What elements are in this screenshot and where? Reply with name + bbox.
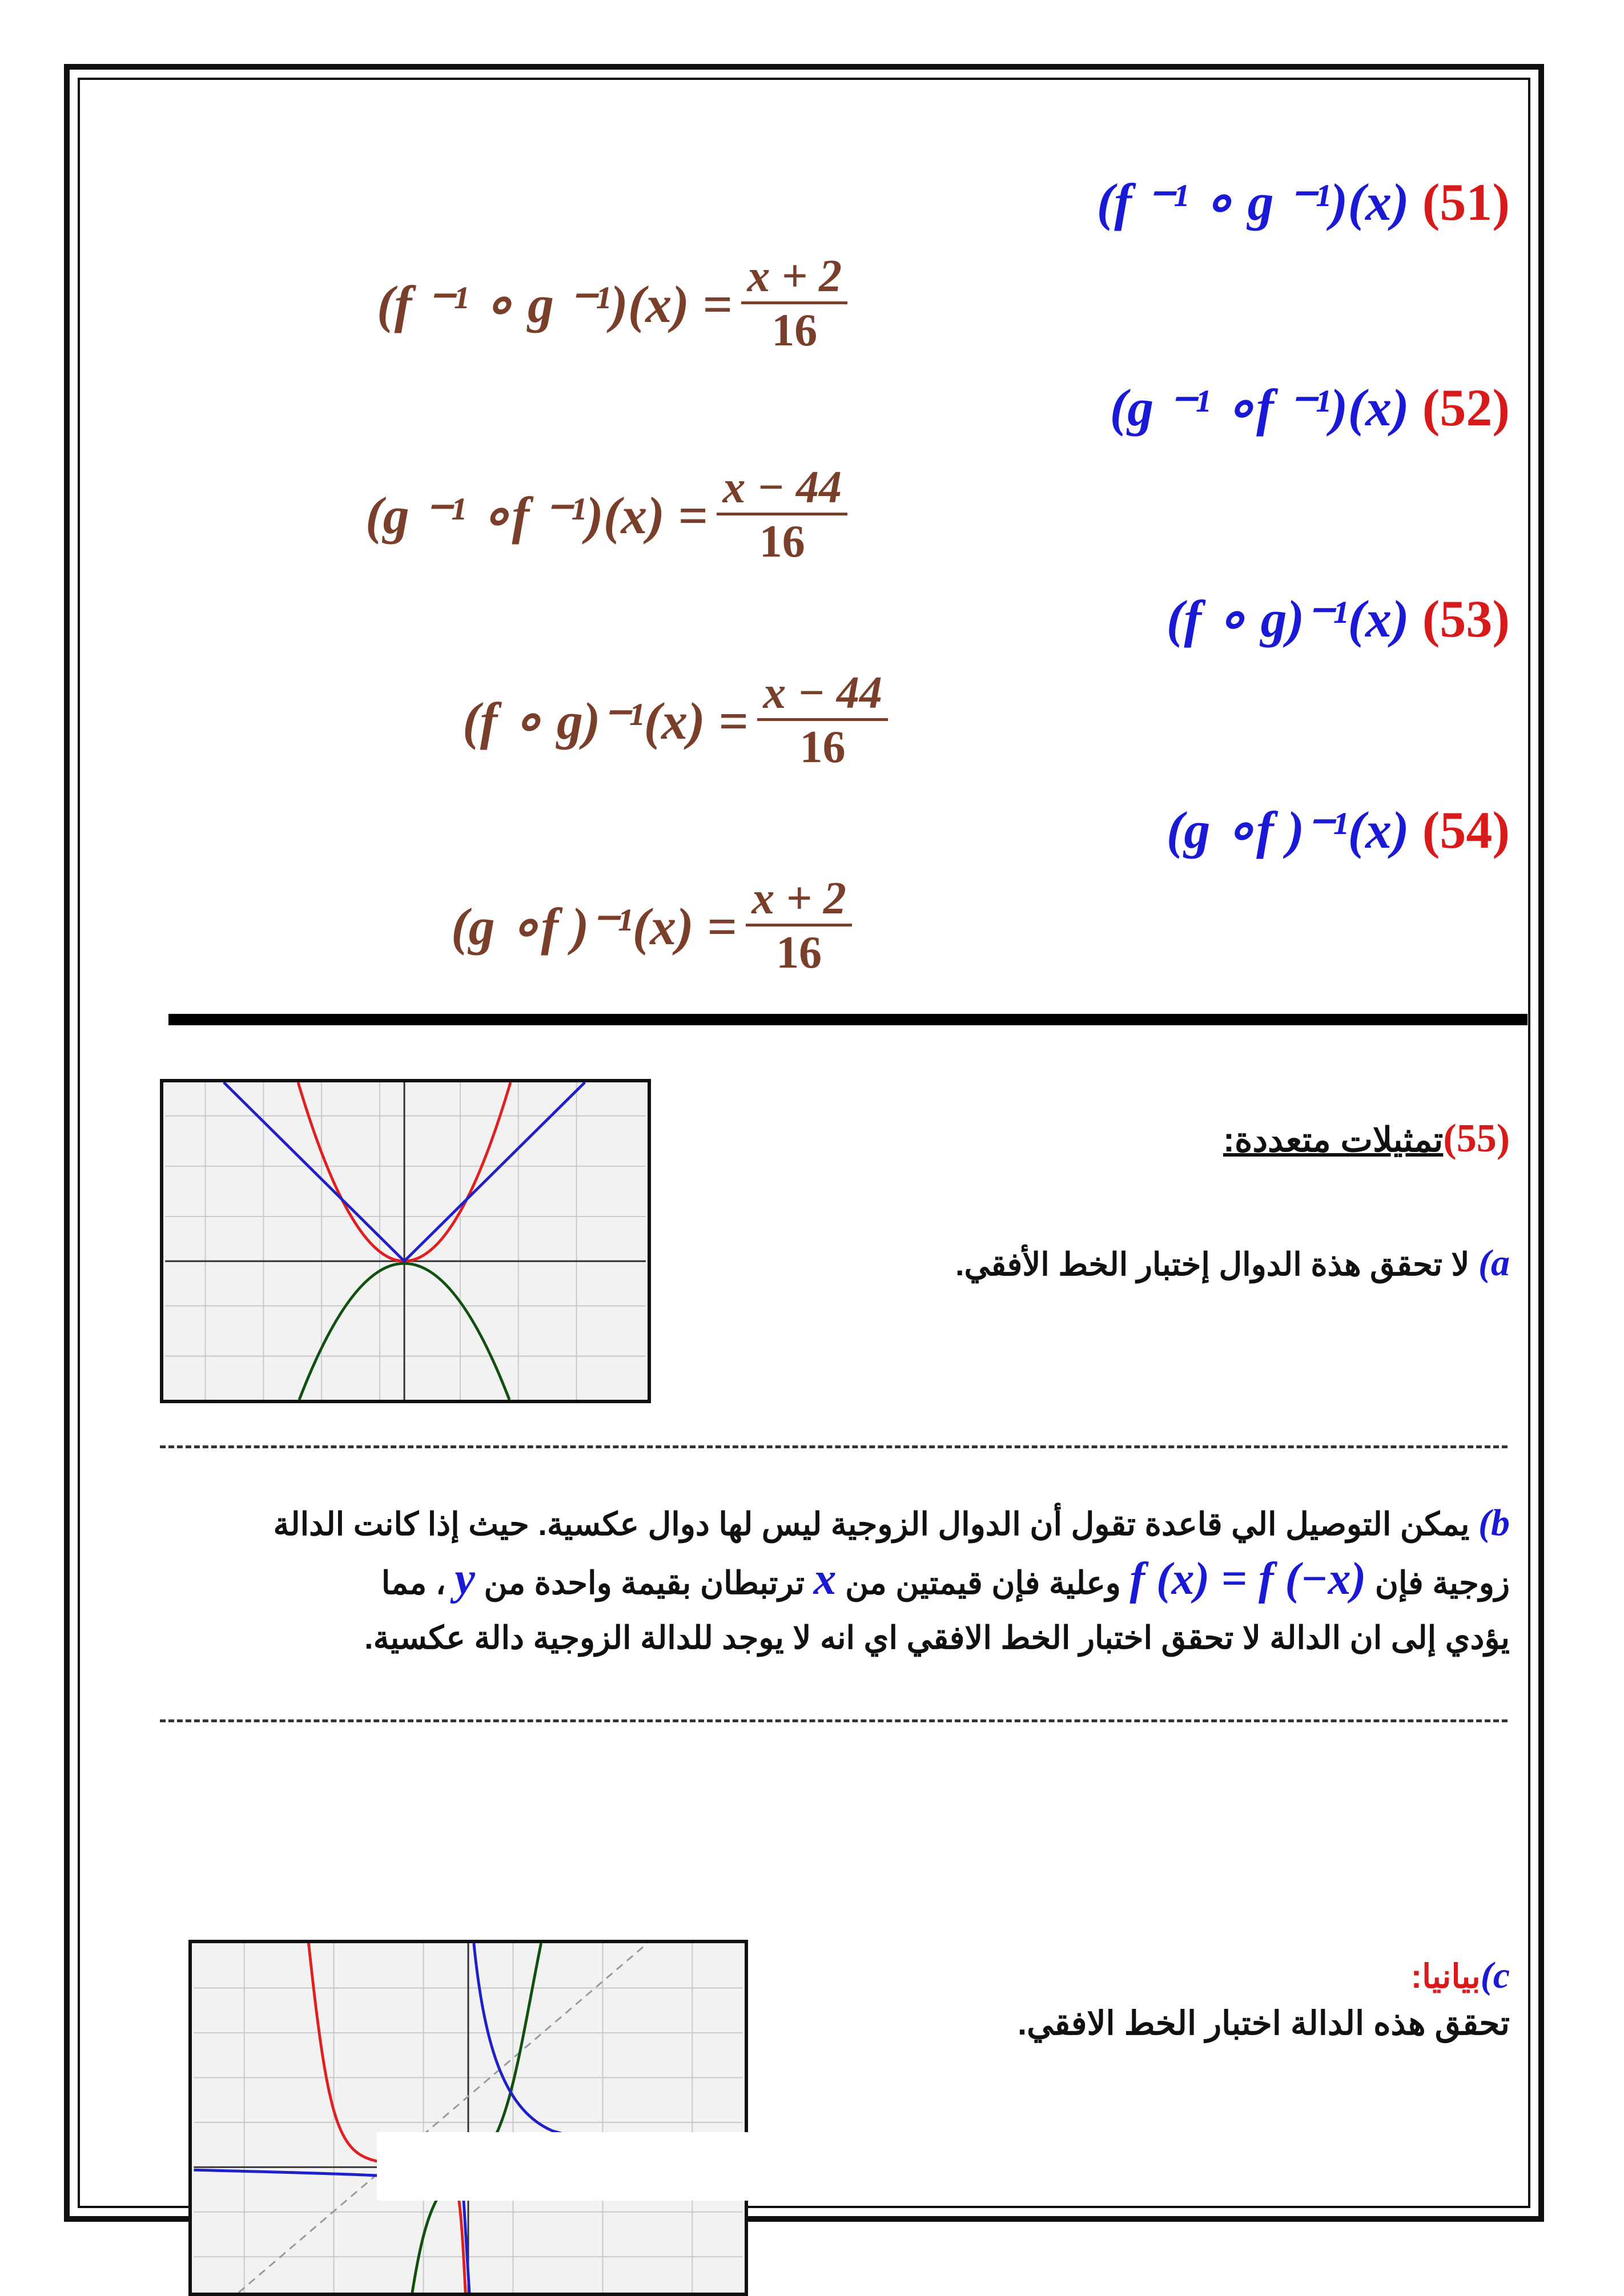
section-55-number: (55) (1443, 1117, 1510, 1161)
answer-52-denominator: 16 (759, 517, 805, 567)
part-a (653, 1242, 1510, 1285)
question-54-number: (54) (1422, 801, 1510, 859)
question-54-expr: (g ∘f )⁻¹(x) (1166, 801, 1409, 859)
answer-52 (365, 462, 847, 568)
answer-54-fraction (746, 873, 852, 979)
part-b-even-identity: f (x) = f (−x) (1129, 1554, 1366, 1604)
graph-inverse-functions (188, 1940, 748, 2296)
question-53 (1167, 588, 1510, 649)
answer-53-fraction (757, 668, 887, 774)
part-b (105, 1496, 1510, 1665)
part-b-x: x (813, 1554, 837, 1604)
graph-2-curve-red (308, 1943, 465, 2293)
answer-51-denominator: 16 (771, 305, 818, 356)
question-51-number: (51) (1422, 173, 1510, 231)
part-b-line-2-b: وعلية فإن قيمتين من (845, 1565, 1121, 1601)
section-divider (168, 1014, 1527, 1025)
answer-52-lhs: (g ⁻¹ ∘f ⁻¹)(x) = (365, 486, 708, 545)
graph-2-curve-green (412, 1943, 541, 2293)
graph-1-grid (165, 1082, 646, 1400)
answer-52-fraction (717, 462, 847, 568)
answer-51-numerator: x + 2 (741, 251, 847, 304)
dashed-divider-bottom (160, 1719, 1508, 1722)
answer-51-fraction (741, 251, 847, 357)
answer-52-numerator: x − 44 (717, 462, 847, 515)
graph-even-functions (160, 1079, 651, 1403)
dashed-divider-top (160, 1445, 1508, 1448)
part-b-line-1-text: يمكن التوصيل الي قاعدة تقول أن الدوال الزوجية ليس لها دوال عكسية. حيث إذا كانت الدالة (273, 1506, 1470, 1542)
question-51-expr: (f ⁻¹ ∘ g ⁻¹)(x) (1096, 173, 1409, 231)
part-c-heading (825, 1952, 1510, 2000)
part-b-line-2-c: ترتبطان بقيمة واحدة من (484, 1565, 805, 1601)
answer-53-numerator: x − 44 (757, 668, 887, 721)
part-a-text: لا تحقق هذة الدوال إختبار الخط الأفقي. (955, 1246, 1470, 1282)
answer-51-lhs: (f ⁻¹ ∘ g ⁻¹)(x) = (377, 275, 733, 333)
question-52 (1110, 377, 1510, 438)
answer-51 (377, 251, 847, 357)
answer-53 (463, 668, 888, 774)
answer-54 (451, 873, 852, 979)
question-51 (1097, 171, 1510, 232)
part-c-text: تحقق هذه الدالة اختبار الخط الافقي. (1017, 2005, 1510, 2042)
part-c-label: c) (1480, 1955, 1510, 1996)
part-c (825, 1952, 1510, 2047)
question-52-number: (52) (1422, 378, 1510, 437)
part-c-title: بيانيا: (1410, 1958, 1481, 1995)
section-55-title: تمثيلات متعددة: (1223, 1121, 1444, 1159)
part-b-line-1 (105, 1496, 1510, 1552)
part-b-line-2 (105, 1552, 1510, 1610)
part-b-y: y (455, 1554, 475, 1604)
answer-54-numerator: x + 2 (746, 873, 852, 927)
answer-53-denominator: 16 (799, 722, 846, 772)
part-b-line-2-a: زوجية فإن (1374, 1565, 1510, 1601)
question-53-expr: (f ∘ g)⁻¹(x) (1166, 590, 1409, 648)
part-b-line-2-d: ، مما (381, 1565, 446, 1601)
question-52-expr: (g ⁻¹ ∘f ⁻¹)(x) (1110, 378, 1409, 437)
answer-54-denominator: 16 (776, 928, 822, 978)
graph-2-white-patch (377, 2132, 748, 2201)
part-b-label: b) (1478, 1502, 1510, 1544)
question-53-number: (53) (1422, 590, 1510, 648)
answer-54-lhs: (g ∘f )⁻¹(x) = (451, 897, 737, 956)
part-b-line-3: يؤدي إلى ان الدالة لا تحقق اختبار الخط الافقي اي انه لا يوجد للدالة الزوجية دالة عكسية. (364, 1620, 1510, 1655)
graph-2-identity-line (239, 1943, 648, 2293)
question-54 (1167, 799, 1510, 860)
section-55-heading (825, 1116, 1510, 1162)
answer-53-lhs: (f ∘ g)⁻¹(x) = (463, 692, 749, 750)
part-a-label: a) (1478, 1242, 1510, 1284)
